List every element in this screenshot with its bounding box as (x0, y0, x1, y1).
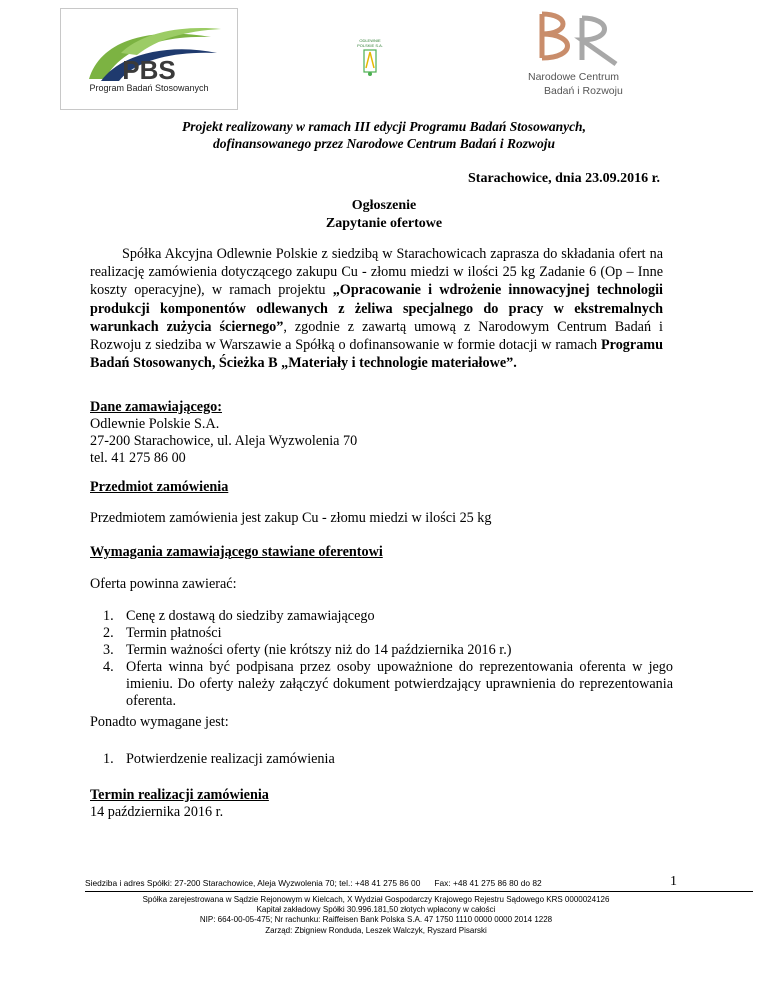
footer-registration: Spółka zarejestrowana w Sądzie Rejonowym w Kielcach, X Wydział Gospodarczy Krajowego Rejestru Sądowego KRS 0000024126 (142, 895, 610, 904)
list-item-number: 4. (103, 659, 114, 675)
pbs-swoosh-icon (61, 9, 237, 109)
company-logo-text: ODLEWNIE POLSKIE S.A. (357, 38, 383, 48)
list-item (90, 625, 673, 642)
intro-project-name: „Opracowanie i wdrożenie innowacyjnej technologii produkcji komponentów odlewanych z żeliwa specjalnego do pracy w ekstremalnych warunkach zużycia ściernego” (90, 282, 663, 335)
intro-text-1: Spółka Akcyjna Odlewnie Polskie z siedzibą w Starachowicach zaprasza do składania ofert na realizację zamówienia dotyczącego zakupu Cu - złomu miedzi w ilości 25 kg Zadanie 6 (Op – Inne koszty operacyjne), w ramach projektu (90, 246, 663, 299)
list-item-text: Cenę z dostawą do siedziby zamawiającego (126, 608, 375, 624)
list-item-number: 1. (103, 751, 114, 767)
footer-capital: Kapitał zakładowy Spółki 30.996.181,50 złotych wpłacony w całości (256, 905, 496, 915)
project-header-line1: Projekt realizowany w ramach III edycji Programu Badań Stosowanych, (182, 119, 586, 134)
ncbr-name-line1: Narodowe Centrum (528, 71, 620, 83)
ncbr-logo (520, 8, 650, 116)
ordering-party-name: Odlewnie Polskie S.A. (90, 416, 220, 432)
footer-divider (85, 891, 753, 892)
pbs-letters: PBS (122, 55, 176, 85)
subject-text: Przedmiotem zamówienia jest zakup Cu - złomu miedzi w ilości 25 kg (90, 510, 492, 526)
subject-heading: Przedmiot zamówienia (90, 479, 229, 495)
list-item-text: Termin płatności (126, 625, 222, 641)
ncbr-br-mark-icon (520, 8, 650, 68)
requirements-intro: Oferta powinna zawierać: (90, 576, 237, 592)
requirements-heading (90, 544, 670, 561)
footer-board: Zarząd: Zbigniew Ronduda, Leszek Walczyk, Ryszard Pisarski (265, 925, 487, 935)
company-emblem-icon (352, 38, 388, 84)
pbs-logo (60, 8, 238, 110)
list-item-text: Termin ważności oferty (nie krótszy niż do 14 października 2016 r.) (126, 642, 512, 658)
ordering-party-address: 27-200 Starachowice, ul. Aleja Wyzwolenia 70 (90, 433, 358, 449)
ncbr-name-line2: Badań i Rozwoju (544, 85, 623, 97)
list-item (90, 642, 673, 659)
requirements-list (90, 608, 673, 710)
page-number: 1 (670, 874, 677, 889)
intro-paragraph (90, 245, 663, 372)
footer-address: Siedziba i adres Spółki: 27-200 Starachowice, Aleja Wyzwolenia 70; tel.: +48 41 275 86 00 (85, 878, 421, 888)
deadline-date: 14 października 2016 r. (90, 804, 224, 820)
deadline-heading: Termin realizacji zamówienia (90, 787, 269, 803)
footer-contact (85, 878, 542, 888)
list-item-number: 3. (103, 642, 114, 658)
intro-program-name: Programu Badań Stosowanych, Ścieżka B „Materiały i technologie materiałowe”. (90, 337, 663, 372)
list-item-text: Oferta winna być podpisana przez osoby upoważnione do reprezentowania oferenta w jego imieniu. Do oferty należy załączyć dokument potwierdzający uprawnienia do reprezentowania oferenta. (126, 659, 673, 709)
title-inquiry: Zapytanie ofertowe (325, 216, 443, 231)
list-item-number: 1. (103, 608, 114, 624)
footer-fax: Fax: +48 41 275 86 80 do 82 (434, 878, 542, 888)
list-item-text: Potwierdzenie realizacji zamówienia (126, 751, 335, 767)
document-title (60, 197, 708, 233)
additional-requirements-list (90, 751, 670, 768)
project-header (60, 118, 708, 152)
list-item (90, 659, 673, 710)
pbs-caption: Program Badań Stosowanych (89, 83, 209, 93)
subject-section (90, 479, 670, 496)
footer-company-info (85, 895, 667, 936)
ordering-party-section (90, 399, 670, 467)
date-line: Starachowice, dnia 23.09.2016 r. (468, 171, 660, 186)
list-item (90, 751, 670, 768)
list-item (90, 608, 673, 625)
title-announcement: Ogłoszenie (351, 198, 417, 213)
intro-text-2: , zgodnie z zawartą umową z Narodowym Centrum Badań i Rozwoju z siedziba w Warszawie a Spółką o dofinansowanie w formie dotacji w ramach (90, 318, 663, 354)
additional-requirements-intro: Ponadto wymagane jest: (90, 714, 229, 730)
deadline-section (90, 787, 670, 821)
ordering-party-phone: tel. 41 275 86 00 (90, 450, 186, 466)
footer-bank: NIP: 664-00-05-475; Nr rachunku: Raiffeisen Bank Polska S.A. 47 1750 1110 0000 0000 2014 1228 (199, 915, 553, 925)
ordering-party-heading: Dane zamawiającego: (90, 399, 222, 415)
project-header-line2: dofinansowanego przez Narodowe Centrum Badań i Rozwoju (212, 136, 556, 151)
requirements-heading-text: Wymagania zamawiającego stawiane oferentowi (90, 544, 383, 560)
company-logo (352, 38, 388, 84)
list-item-number: 2. (103, 625, 114, 641)
